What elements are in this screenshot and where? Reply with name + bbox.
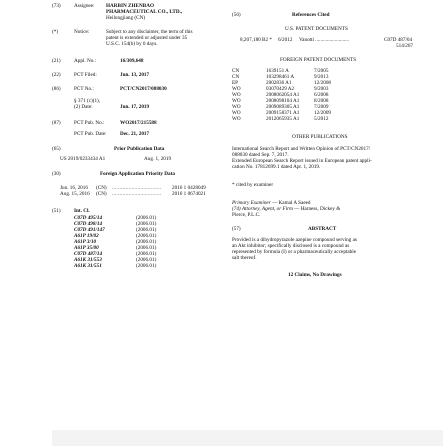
foreign-doc-cc: EP bbox=[232, 80, 239, 86]
pct-filed-label: PCT Filed: bbox=[74, 72, 97, 78]
int-cl-class: A61K 31/551 bbox=[74, 263, 102, 269]
appl-no-label: Appl. No.: bbox=[74, 58, 97, 64]
us-doc-class-2: 514/267 bbox=[396, 43, 414, 49]
pct-pub-date-value: Dec. 21, 2017 bbox=[120, 131, 150, 137]
foreign-priority-code: (30) bbox=[52, 171, 61, 177]
assignee-location: Heilongjiang (CN) bbox=[106, 15, 146, 21]
notice-line-1: Subject to any disclaimer, the term of this bbox=[106, 29, 193, 35]
priority-row-date: Jun. 16, 2016 bbox=[60, 185, 88, 191]
foreign-doc-number: 2008062054 A1 bbox=[266, 92, 300, 98]
pct-no-label: PCT No.: bbox=[74, 86, 94, 92]
int-cl-version: (2006.01) bbox=[136, 263, 157, 269]
int-cl-class: C07D 487/14 bbox=[74, 251, 103, 257]
int-cl-class: A61P 19/02 bbox=[74, 233, 99, 239]
foreign-doc-number: 2012065935 A1 bbox=[266, 116, 300, 122]
int-cl-class: C07D 495/14 bbox=[74, 215, 103, 221]
priority-row-number: 2016 1 0428049 bbox=[172, 185, 206, 191]
pct-pub-no-value: WO2017/215588 bbox=[120, 120, 157, 126]
us-doc-name: Vanotti .......................... bbox=[299, 37, 349, 43]
assignee-label: Assignee: bbox=[74, 3, 95, 9]
attorney-line-2: Pierce, P.L.C. bbox=[232, 212, 261, 218]
foreign-doc-cc: WO bbox=[232, 92, 241, 98]
foreign-doc-date: 8/2008 bbox=[314, 98, 329, 104]
priority-row-country: (CN) bbox=[96, 185, 107, 191]
other-pub-line: International Search Report and Written Opinion of PCT/CN2017/ bbox=[232, 146, 371, 152]
prior-pub-number: US 2019/0233434 A1 bbox=[60, 156, 106, 162]
int-cl-version: (2006.01) bbox=[136, 245, 157, 251]
notice-line-2: patent is extended or adjusted under 35 bbox=[106, 35, 188, 41]
foreign-doc-date: 9/2013 bbox=[314, 74, 329, 80]
foreign-doc-date: 12/2008 bbox=[314, 80, 332, 86]
pct-no-code: (86) bbox=[52, 86, 61, 92]
attorney-value: — Harness, Dickey & bbox=[294, 206, 341, 212]
int-cl-code: (51) bbox=[52, 208, 61, 214]
patent-page: (73) Assignee: HARBIN ZHENBAO PHARMACEUTICAL CO., LTD., Heilongjiang (CN) (*) Notice: Subject to any disclaimer, the term of this patent is extended or adjusted under 35 U.S.C. 154(b) by 0 days. (21) Appl. No.: 16/309,648 (22) PCT Filed: Jun. 13, 2017 (86) PCT No.: PCT/CN2017/088030 § 371 (c)(1), (2) Date: Jun. 17, 2019 (87) PCT Pub. No.: WO2017/215588 PCT Pub. Date: Dec. 21, 2017 (65) Prior Publication Data US 2019/0233434 A1 Aug. 1, 2019 (30) Foreign Application Priority Data Jun. 16, 2016 (CN) ................................. 2016 1 0428049 Aug. 15, 2016 (CN) ................................. 2016 1 0674021 (51) Int. Cl. C07D 495/14 (2006.01) C07D 498/14 (2006.01) C07D 491/147 (2006.01) A61P 19/02 (2006.01) A61P 3/10 (2006.01) A61P 35/00 (2006.01) C07D 487/14 (2006.01) A61K 31/553 (2006.01) A61K 31/551 (2006.01) (56) References Cited U.S. PATENT DOCUMENTS 8,207,180 B2 * 6/2012 Vanotti .......................... C07D 487/04 514/267 FOREIGN PATENT DOCUMENTS CN 1639151 A 7/2005 CN 103298461 A 9/2013 EP 2002836 A1 12/2008 WO 03070429 A2 9/2003 WO 2008062054 A1 6/2008 WO 2008098104 A1 8/2008 WO 2009089305 A1 7/2009 WO 2009158371 A1 12/2009 WO 2012065935 A1 5/2012 OTHER PUBLICATIONS International Search Report and Written Opinion of PCT/CN2017/ 088030 dated Sep. 7, 2017. Extended European Search Report issued in European patent appli- cation No. 17812699.1 dated Apr. 1, 2019. * cited by examiner Primary Examiner — Kamal A Saeed (74) Attorney, Agent, or Firm — Harness, Dickey & Pierce, P.L.C. (57) ABSTRACT Provided is a dihydropyrazole azepine compound serving as an Akt inhibitor; specifically disclosed is a compound as represented by formula (I) or a pharmaceutically acceptable salt thereof. 12 Claims, No Drawings bbox=[52, 0, 443, 432]
abstract-line: Provided is a dihydropyrazole azepine compound serving as bbox=[232, 237, 357, 243]
prior-pub-heading: Prior Publication Data bbox=[114, 146, 165, 152]
int-cl-version: (2006.01) bbox=[136, 215, 157, 221]
prior-pub-date: Aug. 1, 2019 bbox=[144, 156, 172, 162]
references-code: (56) bbox=[232, 12, 241, 18]
assignee-code: (73) bbox=[52, 3, 61, 9]
foreign-doc-number: 103298461 A bbox=[266, 74, 295, 80]
int-cl-version: (2006.01) bbox=[136, 251, 157, 257]
notice-label: Notice: bbox=[74, 29, 90, 35]
priority-row-country: (CN) bbox=[96, 191, 107, 197]
foreign-doc-cc: WO bbox=[232, 110, 241, 116]
other-pubs-heading: OTHER PUBLICATIONS bbox=[292, 134, 348, 140]
other-pub-line: Extended European Search Report issued in European patent appli- bbox=[232, 158, 372, 164]
abstract-line: an Akt inhibitor; specifically disclosed is a compound as bbox=[232, 243, 350, 249]
abstract-heading: ABSTRACT bbox=[308, 226, 337, 232]
pct-filed-code: (22) bbox=[52, 72, 61, 78]
assignee-name-2: PHARMACEUTICAL CO., LTD., bbox=[106, 9, 183, 15]
notice-line-3: U.S.C. 154(b) by 0 days. bbox=[106, 41, 158, 47]
foreign-docs-heading: FOREIGN PATENT DOCUMENTS bbox=[280, 57, 357, 63]
int-cl-version: (2006.01) bbox=[136, 221, 157, 227]
foreign-doc-number: 2009158371 A1 bbox=[266, 110, 300, 116]
abstract-line: salt thereof. bbox=[232, 255, 257, 261]
foreign-doc-number: 2008098104 A1 bbox=[266, 98, 300, 104]
foreign-doc-number: 03070429 A2 bbox=[266, 86, 295, 92]
primary-examiner-label: Primary Examiner bbox=[232, 200, 271, 206]
notice-code: (*) bbox=[52, 29, 59, 35]
foreign-doc-number: 2002836 A1 bbox=[266, 80, 292, 86]
attorney-label: (74) Attorney, Agent, or Firm bbox=[232, 206, 293, 212]
pct-filed-value: Jun. 13, 2017 bbox=[120, 72, 150, 78]
int-cl-version: (2006.01) bbox=[136, 239, 157, 245]
foreign-doc-number: 1639151 A bbox=[266, 68, 289, 74]
other-pub-line: cation No. 17812699.1 dated Apr. 1, 2019. bbox=[232, 164, 321, 170]
prior-pub-code: (65) bbox=[52, 146, 61, 152]
int-cl-heading: Int. Cl. bbox=[74, 208, 90, 214]
us-doc-number: 8,207,180 B2 * bbox=[240, 37, 272, 43]
int-cl-class: A61P 3/10 bbox=[74, 239, 97, 245]
pct-pub-no-code: (87) bbox=[52, 120, 61, 126]
foreign-doc-date: 9/2003 bbox=[314, 86, 329, 92]
foreign-doc-cc: WO bbox=[232, 98, 241, 104]
s371-value: Jun. 17, 2019 bbox=[120, 104, 150, 110]
int-cl-version: (2006.01) bbox=[136, 233, 157, 239]
priority-row-date: Aug. 15, 2016 bbox=[60, 191, 90, 197]
int-cl-class: A61K 31/553 bbox=[74, 257, 102, 263]
cited-by-examiner: * cited by examiner bbox=[232, 182, 274, 188]
foreign-doc-cc: WO bbox=[232, 116, 241, 122]
int-cl-class: C07D 491/147 bbox=[74, 227, 105, 233]
s371-label-1: § 371 (c)(1), bbox=[74, 98, 101, 104]
s371-label-2: (2) Date: bbox=[74, 104, 93, 110]
foreign-doc-date: 5/2012 bbox=[314, 116, 329, 122]
primary-examiner-value: — Kamal A Saeed bbox=[272, 200, 311, 206]
page-bottom-edge bbox=[52, 430, 443, 446]
foreign-doc-cc: CN bbox=[232, 74, 240, 80]
abstract-line: represented by formula (I) or a pharmaceutically acceptable bbox=[232, 249, 357, 255]
int-cl-version: (2006.01) bbox=[136, 257, 157, 263]
foreign-doc-cc: CN bbox=[232, 68, 240, 74]
int-cl-class: A61P 35/00 bbox=[74, 245, 99, 251]
us-doc-date: 6/2012 bbox=[278, 37, 293, 43]
pct-pub-no-label: PCT Pub. No.: bbox=[74, 120, 105, 126]
foreign-doc-date: 12/2009 bbox=[314, 110, 332, 116]
foreign-doc-cc: WO bbox=[232, 86, 241, 92]
foreign-doc-number: 2009089305 A1 bbox=[266, 104, 300, 110]
int-cl-version: (2006.01) bbox=[136, 227, 157, 233]
abstract-code: (57) bbox=[232, 226, 241, 232]
references-heading: References Cited bbox=[292, 12, 330, 18]
assignee-name-1: HARBIN ZHENBAO bbox=[106, 3, 154, 9]
priority-row-number: 2016 1 0674021 bbox=[172, 191, 206, 197]
foreign-doc-date: 6/2008 bbox=[314, 92, 329, 98]
int-cl-class: C07D 498/14 bbox=[74, 221, 103, 227]
pct-no-value: PCT/CN2017/088030 bbox=[120, 86, 167, 92]
us-doc-class: C07D 487/04 bbox=[384, 37, 413, 43]
foreign-priority-heading: Foreign Application Priority Data bbox=[100, 171, 175, 177]
other-pub-line: 088030 dated Sep. 7, 2017. bbox=[232, 152, 289, 158]
pct-pub-date-label: PCT Pub. Date: bbox=[74, 131, 107, 137]
foreign-doc-date: 7/2009 bbox=[314, 104, 329, 110]
appl-no-value: 16/309,648 bbox=[120, 58, 144, 64]
claims-count: 12 Claims, No Drawings bbox=[288, 272, 342, 278]
us-docs-heading: U.S. PATENT DOCUMENTS bbox=[285, 26, 348, 32]
appl-no-code: (21) bbox=[52, 58, 61, 64]
foreign-doc-cc: WO bbox=[232, 104, 241, 110]
foreign-doc-date: 7/2005 bbox=[314, 68, 329, 74]
